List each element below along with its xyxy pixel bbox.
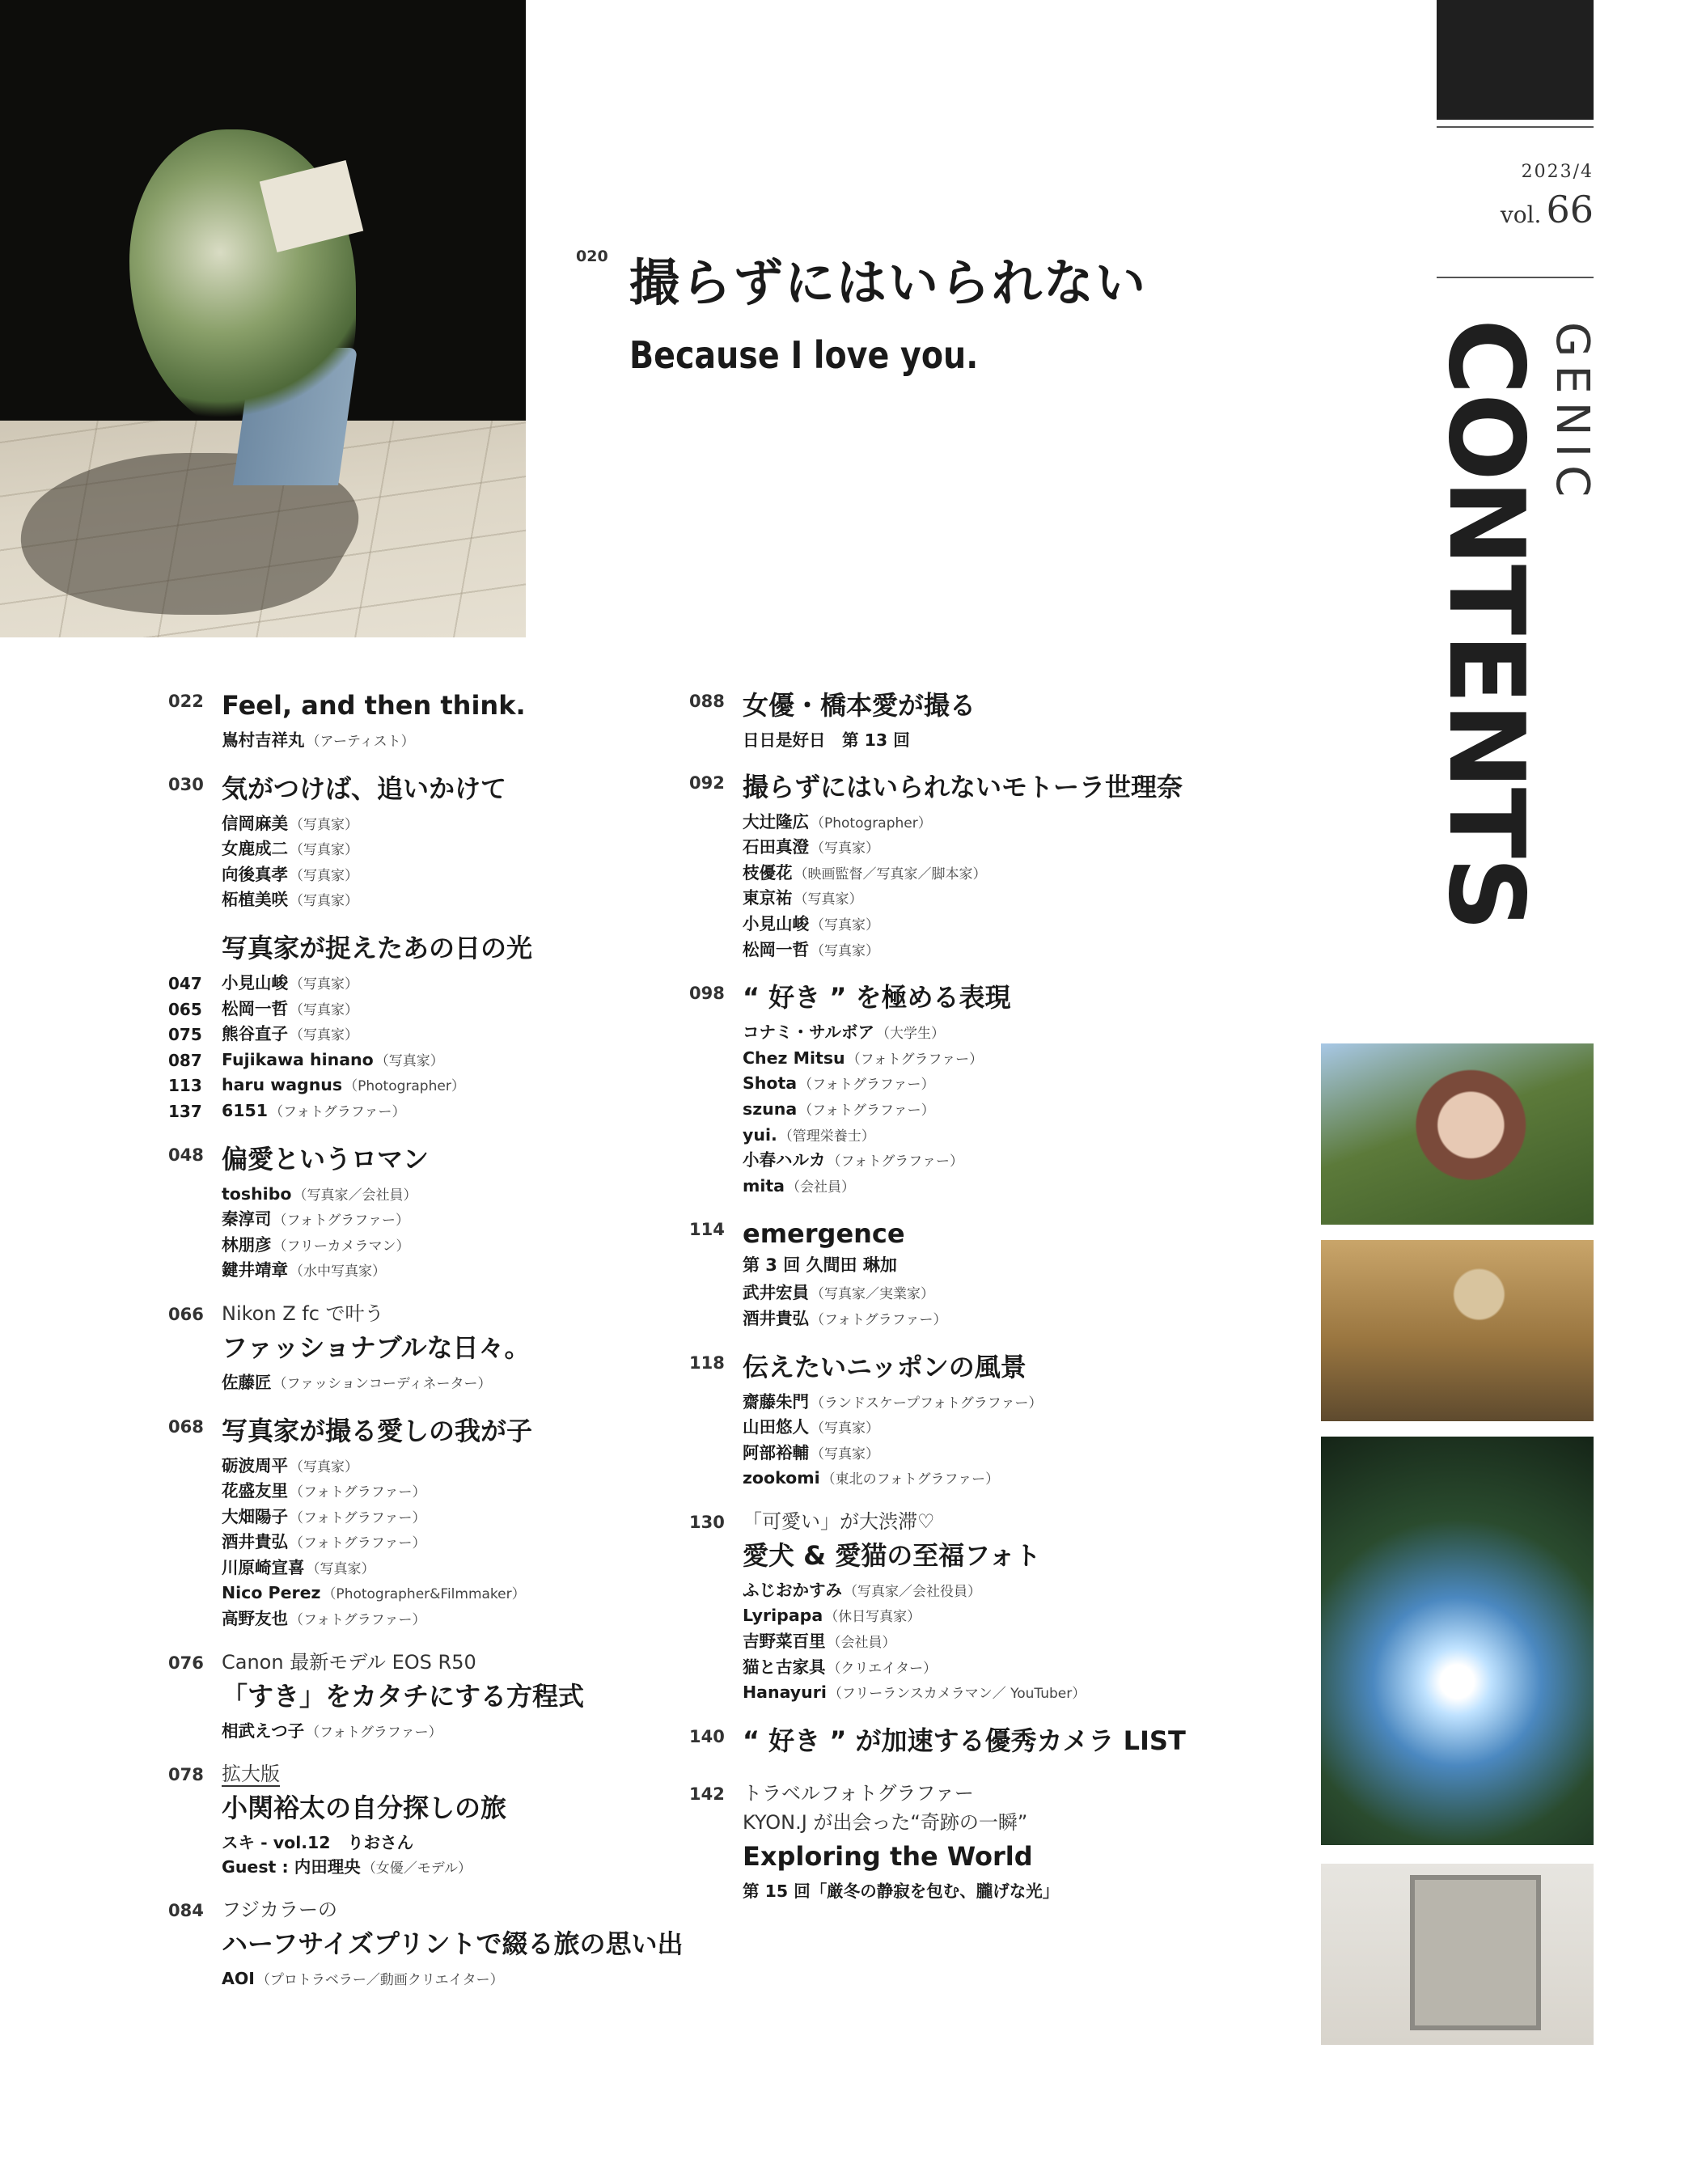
contributor-name: mita bbox=[743, 1175, 785, 1196]
toc-entry[interactable] bbox=[168, 1140, 686, 1285]
contributor bbox=[743, 1175, 1304, 1200]
contributor-name: 松岡一哲 bbox=[743, 939, 809, 959]
page-number: 137 bbox=[168, 1101, 202, 1121]
entry-title: “ 好き ” を極める表現 bbox=[743, 982, 1011, 1014]
thumbnail-photo-window bbox=[1321, 1864, 1594, 2045]
spacer bbox=[689, 1200, 1304, 1214]
contributor-name: zookomi bbox=[743, 1468, 820, 1488]
contributor bbox=[743, 887, 1304, 912]
toc-entry[interactable] bbox=[689, 1348, 1304, 1492]
entry-title: 写真家が撮る愛しの我が子 bbox=[222, 1415, 533, 1446]
contributor-name: 酒井貴弘 bbox=[743, 1308, 809, 1328]
contributor bbox=[743, 1124, 1304, 1149]
contributor-role: （フリーカメラマン） bbox=[273, 1238, 410, 1255]
contributor bbox=[743, 729, 1304, 753]
contributor-list bbox=[222, 1831, 686, 1881]
section-heading: CONTENTS bbox=[1425, 319, 1546, 930]
spacer bbox=[168, 1397, 686, 1412]
contributor-role: （フォトグラファー） bbox=[290, 1535, 426, 1552]
contributor-role: （フォトグラファー） bbox=[798, 1102, 935, 1119]
contributor-role: （クリエイター） bbox=[827, 1660, 938, 1677]
kicker-text: Nikon Z fc で叶う bbox=[222, 1302, 384, 1325]
contributor bbox=[222, 837, 686, 863]
issue-date: 2023/4 bbox=[1521, 162, 1594, 182]
entry-title: 小関裕太の自分探しの旅 bbox=[222, 1792, 507, 1824]
contributor-role: （フォトグラファー） bbox=[811, 1311, 947, 1328]
entry-kicker bbox=[222, 1759, 686, 1788]
entry-title: Exploring the World bbox=[743, 1840, 1033, 1872]
page-number: 075 bbox=[168, 1025, 202, 1045]
contributor bbox=[743, 811, 1304, 836]
contributor-role: （アーティスト） bbox=[306, 734, 415, 750]
contributor bbox=[222, 1234, 686, 1259]
toc-entry[interactable] bbox=[168, 1412, 686, 1633]
entry-title: Feel, and then think. bbox=[222, 690, 526, 721]
entry-title: ファッショナブルな日々。 bbox=[222, 1331, 531, 1363]
contributor-role: （写真家） bbox=[811, 1420, 879, 1437]
contributor bbox=[222, 1581, 686, 1607]
contributor-role: （写真家） bbox=[290, 842, 358, 859]
contributor bbox=[168, 1073, 686, 1099]
contributor bbox=[222, 729, 686, 755]
contributor-name: 嶌村吉祥丸 bbox=[222, 730, 305, 750]
contributor-name: Lyripapa bbox=[743, 1606, 823, 1626]
contributor-list bbox=[222, 1183, 686, 1285]
contributor bbox=[222, 1371, 686, 1397]
contributor-name: yui. bbox=[743, 1124, 777, 1145]
toc-entry[interactable] bbox=[689, 686, 1304, 753]
contributor-name: AOI bbox=[222, 1969, 255, 1989]
contributor-role: （写真家） bbox=[811, 942, 879, 959]
entry-title: 偏愛というロマン bbox=[222, 1143, 430, 1175]
contributor-name: 酒井貴弘 bbox=[222, 1532, 288, 1552]
contributor bbox=[168, 1099, 686, 1125]
toc-entry[interactable] bbox=[689, 1721, 1304, 1760]
contributor-role: （フォトグラファー） bbox=[846, 1051, 984, 1068]
page-number: 066 bbox=[168, 1304, 204, 1324]
thumbnail-photo-box-head bbox=[1321, 1240, 1594, 1421]
spacer bbox=[689, 1333, 1304, 1348]
contributor-role: （写真家） bbox=[794, 891, 863, 908]
contributor-name: コナミ・サルボア bbox=[743, 1022, 874, 1043]
contributor bbox=[743, 836, 1304, 861]
toc-entry[interactable] bbox=[168, 686, 686, 755]
corner-black-block bbox=[1437, 0, 1594, 120]
entry-title: 愛犬 & 愛猫の至福フォト bbox=[743, 1539, 1041, 1571]
contributor-role: （フォトグラファー） bbox=[290, 1484, 426, 1501]
contributor bbox=[168, 997, 686, 1023]
toc-right-column bbox=[689, 686, 1304, 1918]
contributor-role: （写真家） bbox=[811, 916, 879, 933]
contributor bbox=[743, 1149, 1304, 1175]
entry-kicker bbox=[743, 1507, 1304, 1536]
contributor-name: Fujikawa hinano bbox=[222, 1049, 374, 1069]
contributor bbox=[743, 1441, 1304, 1467]
contributor-name: 東京祐 bbox=[743, 888, 793, 908]
contributor-name: 林朋彦 bbox=[222, 1234, 272, 1255]
contributor-role: （写真家） bbox=[290, 1458, 358, 1475]
contributor bbox=[743, 1579, 1304, 1605]
contributor-list bbox=[743, 811, 1304, 964]
contributor-name: 小見山峻 bbox=[222, 972, 288, 993]
spacer bbox=[689, 1903, 1304, 1918]
contributor bbox=[222, 1454, 686, 1480]
contributor-name: 小春ハルカ bbox=[743, 1150, 826, 1170]
contributor-role: （フォトグラファー） bbox=[273, 1213, 409, 1230]
feature-title: 撮らずにはいられない bbox=[629, 253, 1148, 312]
contributor-role: （フォトグラファー） bbox=[290, 1509, 426, 1526]
contributor-name: Shota bbox=[743, 1073, 798, 1094]
toc-entry[interactable] bbox=[689, 1779, 1304, 1904]
contributor bbox=[222, 863, 686, 889]
page-number: 084 bbox=[168, 1901, 204, 1921]
contributor bbox=[222, 1530, 686, 1556]
entry-title: 気がつけば、追いかけて bbox=[222, 772, 507, 804]
contributor-list bbox=[168, 971, 686, 1125]
contributor-name: 大畑陽子 bbox=[222, 1506, 288, 1526]
contributor-role: （Photographer） bbox=[811, 815, 932, 832]
contributor-name: 齋藤朱門 bbox=[743, 1391, 809, 1412]
vol-label: vol. bbox=[1500, 201, 1542, 228]
entry-title: 「すき」をカタチにする方程式 bbox=[222, 1680, 585, 1712]
contributor-role: （写真家） bbox=[306, 1560, 375, 1577]
contributor-name: toshibo bbox=[222, 1183, 292, 1204]
contributor-name: 柘植美咲 bbox=[222, 890, 288, 910]
contributor-list bbox=[743, 1579, 1304, 1707]
contributor-role: （写真家／会社役員） bbox=[844, 1583, 981, 1600]
page-number: 065 bbox=[168, 999, 202, 1019]
contributor-name: 枝優花 bbox=[743, 862, 793, 882]
contributor-name: 女鹿成二 bbox=[222, 839, 288, 859]
contributor-name: Guest : 内田理央 bbox=[222, 1856, 361, 1877]
contributor-list bbox=[222, 1454, 686, 1633]
spacer bbox=[168, 1993, 686, 2008]
contributor bbox=[168, 1022, 686, 1048]
toc-entry[interactable] bbox=[168, 1895, 686, 1993]
toc-entry[interactable] bbox=[689, 1507, 1304, 1707]
contributor-role: （フォトグラファー） bbox=[798, 1077, 935, 1094]
contributor-list bbox=[222, 729, 686, 755]
contributor-list bbox=[743, 1021, 1304, 1200]
contributor bbox=[743, 1467, 1304, 1492]
contributor-role: （大学生） bbox=[875, 1026, 945, 1043]
contributor-role: （会社員） bbox=[786, 1179, 856, 1196]
contributor-name: haru wagnus bbox=[222, 1075, 343, 1095]
contributor-name: 鍵井靖章 bbox=[222, 1260, 288, 1280]
contributor-role: （映画監督／写真家／脚本家） bbox=[794, 866, 987, 882]
contributor bbox=[743, 1880, 1304, 1904]
spacer bbox=[168, 755, 686, 769]
thumbnail-photo-portrait bbox=[1321, 1043, 1594, 1225]
contributor-list bbox=[222, 1720, 686, 1746]
contributor-name: 第 15 回「厳冬の静寂を包む、朧げな光」 bbox=[743, 1881, 1060, 1901]
contributor-name: 大辻隆広 bbox=[743, 811, 809, 832]
thumbnail-photo-sun-flare bbox=[1321, 1437, 1594, 1845]
contributor bbox=[222, 1208, 686, 1234]
entry-title: 撮らずにはいられないモトーラ世理奈 bbox=[743, 771, 1183, 802]
contributor-name: 小見山峻 bbox=[743, 913, 809, 933]
entry-kicker bbox=[222, 1895, 686, 1924]
contributor-role: （Photographer&Filmmaker） bbox=[322, 1586, 526, 1603]
page-number: 076 bbox=[168, 1653, 204, 1673]
spacer bbox=[689, 963, 1304, 978]
contributor-role: （Photographer） bbox=[344, 1078, 465, 1095]
hero-photo-flowers bbox=[0, 0, 526, 637]
contributor-name: 石田真澄 bbox=[743, 837, 809, 857]
entry-title: ハーフサイズプリントで綴る旅の思い出 bbox=[222, 1928, 684, 1960]
spacer bbox=[168, 914, 686, 929]
spacer bbox=[168, 1633, 686, 1648]
contributor-role: （写真家／会社員） bbox=[293, 1187, 417, 1204]
kicker-text: トラベルフォトグラファー bbox=[743, 1781, 974, 1805]
toc-entry[interactable] bbox=[689, 768, 1304, 964]
contributor-role: （ランドスケープフォトグラファー） bbox=[811, 1395, 1043, 1412]
contributor-list bbox=[222, 1967, 686, 1993]
contributor bbox=[743, 861, 1304, 887]
spacer bbox=[689, 1764, 1304, 1779]
entry-episode: 第 3 回 久間田 琳加 bbox=[743, 1255, 897, 1276]
contributor-name: 佐藤匠 bbox=[222, 1372, 272, 1392]
contributor bbox=[222, 1505, 686, 1531]
contributor bbox=[222, 1479, 686, 1505]
contributor bbox=[222, 1967, 686, 1993]
page-number: 078 bbox=[168, 1765, 204, 1785]
contributor-name: 6151 bbox=[222, 1100, 269, 1120]
page-number: 068 bbox=[168, 1416, 204, 1437]
contributor-role: （写真家） bbox=[290, 1001, 358, 1018]
contributor-name: 相武えつ子 bbox=[222, 1721, 305, 1741]
contributor-role: （フリーランスカメラマン／ YouTuber） bbox=[828, 1686, 1086, 1703]
contributor-name: 山田悠人 bbox=[743, 1417, 809, 1437]
entry-title: 女優・橋本愛が撮る bbox=[743, 690, 976, 721]
contributor-name: 花盛友里 bbox=[222, 1481, 288, 1501]
contributor-role: （写真家） bbox=[290, 976, 358, 993]
toc-entry[interactable] bbox=[168, 1299, 686, 1397]
contributor bbox=[743, 1390, 1304, 1416]
contributor-role: （写真家） bbox=[290, 867, 358, 884]
contributor-list bbox=[743, 1390, 1304, 1492]
contributor-name: 阿部裕輔 bbox=[743, 1442, 809, 1462]
page-number: 140 bbox=[689, 1726, 725, 1746]
kicker-text: 「可愛い」が大渋滞♡ bbox=[743, 1509, 935, 1533]
kicker-text: 拡大版 bbox=[222, 1763, 280, 1786]
vol-number: 66 bbox=[1546, 188, 1594, 231]
entry-title: emergence bbox=[743, 1218, 905, 1250]
entry-title: 写真家が捉えたあの日の光 bbox=[222, 932, 533, 963]
contributor-name: スキ - vol.12 りおさん bbox=[222, 1833, 414, 1853]
contributor-role: （会社員） bbox=[827, 1635, 896, 1652]
contributor bbox=[743, 1281, 1304, 1307]
page-number: 130 bbox=[689, 1512, 725, 1532]
contributor-role: （写真家／実業家） bbox=[811, 1286, 934, 1303]
page-number: 088 bbox=[689, 692, 725, 711]
contributor bbox=[743, 912, 1304, 938]
toc-entry[interactable] bbox=[168, 769, 686, 914]
contributor bbox=[743, 1604, 1304, 1630]
contributor bbox=[743, 1416, 1304, 1441]
contributor bbox=[222, 1259, 686, 1285]
kicker-text: フジカラーの bbox=[222, 1898, 338, 1922]
contributor-list bbox=[222, 812, 686, 914]
feature-page-number: 020 bbox=[576, 248, 608, 265]
contributor-role: （フォトグラファー） bbox=[269, 1103, 406, 1120]
contributor bbox=[743, 938, 1304, 964]
contributor-name: ふじおかすみ bbox=[743, 1580, 842, 1600]
toc-entry[interactable] bbox=[168, 929, 686, 1125]
contributor-name: 砺波周平 bbox=[222, 1455, 288, 1475]
entry-kicker bbox=[222, 1648, 686, 1677]
contributor bbox=[743, 1047, 1304, 1073]
contributor-role: （フォトグラファー） bbox=[306, 1724, 442, 1741]
contributor bbox=[222, 1183, 686, 1208]
contributor-role: （写真家） bbox=[811, 840, 879, 857]
spacer bbox=[689, 753, 1304, 768]
page-number: 098 bbox=[689, 984, 725, 1004]
toc-entry[interactable] bbox=[168, 1759, 686, 1881]
contributor bbox=[743, 1630, 1304, 1656]
divider bbox=[1437, 126, 1594, 128]
page-number: 030 bbox=[168, 774, 204, 794]
contributor bbox=[743, 1307, 1304, 1333]
brand-logo: GENIC bbox=[1546, 322, 1598, 506]
page-number: 087 bbox=[168, 1050, 202, 1070]
spacer bbox=[168, 1745, 686, 1759]
contributor-name: 川原崎宣喜 bbox=[222, 1557, 305, 1577]
feature-subtitle: Because I love you. bbox=[629, 333, 979, 377]
page-number: 118 bbox=[689, 1352, 725, 1373]
contributor-name: 向後真孝 bbox=[222, 864, 288, 884]
contributor bbox=[743, 1656, 1304, 1682]
toc-entry[interactable] bbox=[168, 1648, 686, 1746]
contributor-name: 秦淳司 bbox=[222, 1209, 272, 1230]
page-number: 048 bbox=[168, 1145, 204, 1165]
contributor-role: （プロトラベラー／動画クリエイター） bbox=[256, 1972, 504, 1989]
contributor-role: （東北のフォトグラファー） bbox=[821, 1471, 1000, 1488]
contributor-role: （写真家） bbox=[375, 1052, 444, 1069]
contributor-name: 猫と古家具 bbox=[743, 1657, 826, 1677]
kicker-text: Canon 最新モデル EOS R50 bbox=[222, 1650, 476, 1674]
spacer bbox=[168, 1285, 686, 1299]
contributor-name: 信岡麻美 bbox=[222, 813, 288, 833]
contributor-role: （写真家） bbox=[811, 1445, 879, 1462]
page-number: 113 bbox=[168, 1076, 202, 1096]
spacer bbox=[689, 1492, 1304, 1507]
page-number: 114 bbox=[689, 1220, 725, 1240]
contributor-name: Chez Mitsu bbox=[743, 1048, 845, 1068]
page-number: 022 bbox=[168, 692, 204, 711]
contributor-name: Nico Perez bbox=[222, 1583, 321, 1603]
contributor-name: 吉野菜百里 bbox=[743, 1632, 826, 1652]
contributor-name: 松岡一哲 bbox=[222, 998, 288, 1018]
contributor-role: （ファッションコーディネーター） bbox=[273, 1375, 492, 1392]
contributor bbox=[743, 1072, 1304, 1098]
contributor-list bbox=[222, 1371, 686, 1397]
page-number: 092 bbox=[689, 772, 725, 793]
contributor-role: （写真家） bbox=[290, 1027, 358, 1044]
contributor-list bbox=[743, 1880, 1304, 1904]
entry-kicker: KYON.J が出会った“奇跡の一瞬” bbox=[743, 1810, 1028, 1834]
contributor-list bbox=[743, 729, 1304, 753]
contributor-name: 熊谷直子 bbox=[222, 1024, 288, 1044]
contributor bbox=[222, 1831, 686, 1856]
toc-left-column bbox=[168, 686, 686, 2008]
contributor-name: 武井宏員 bbox=[743, 1283, 809, 1303]
contributor-name: 日日是好日 第 13 回 bbox=[743, 730, 910, 750]
contributor bbox=[743, 1098, 1304, 1124]
entry-title: “ 好き ” が加速する優秀カメラ LIST bbox=[743, 1725, 1186, 1756]
spacer bbox=[168, 1125, 686, 1140]
toc-entry[interactable] bbox=[689, 978, 1304, 1200]
contributor-role: （管理栄養士） bbox=[778, 1128, 875, 1145]
contributor-role: （写真家） bbox=[290, 893, 358, 910]
contributor bbox=[743, 1021, 1304, 1047]
contributor bbox=[222, 1720, 686, 1746]
spacer bbox=[689, 1707, 1304, 1721]
contributor bbox=[222, 1856, 686, 1881]
contributor-role: （女優／モデル） bbox=[362, 1860, 472, 1877]
contributor bbox=[168, 971, 686, 997]
contributor bbox=[222, 812, 686, 838]
contributor-role: （水中写真家） bbox=[290, 1263, 386, 1280]
contributor-role: （休日写真家） bbox=[824, 1609, 921, 1626]
contributor-list bbox=[743, 1281, 1304, 1332]
contributor bbox=[222, 1556, 686, 1582]
contributor-role: （フォトグラファー） bbox=[827, 1153, 963, 1170]
spacer bbox=[168, 1881, 686, 1895]
divider bbox=[1437, 277, 1594, 278]
contributor-role: （フォトグラファー） bbox=[290, 1612, 426, 1629]
entry-kicker bbox=[222, 1299, 686, 1328]
page-number: 047 bbox=[168, 973, 202, 993]
entry-title: 伝えたいニッポンの風景 bbox=[743, 1351, 1027, 1382]
entry-kicker bbox=[743, 1779, 1304, 1808]
contributor-name: Hanayuri bbox=[743, 1682, 827, 1703]
contributor bbox=[222, 888, 686, 914]
contributor-name: szuna bbox=[743, 1098, 798, 1119]
contributor bbox=[222, 1607, 686, 1633]
contributor-name: 高野友也 bbox=[222, 1609, 288, 1629]
contributor-role: （写真家） bbox=[290, 816, 358, 833]
contributor bbox=[168, 1048, 686, 1074]
page-number: 142 bbox=[689, 1784, 725, 1804]
contributor bbox=[743, 1681, 1304, 1707]
issue-volume bbox=[1437, 188, 1594, 231]
toc-entry[interactable] bbox=[689, 1214, 1304, 1332]
